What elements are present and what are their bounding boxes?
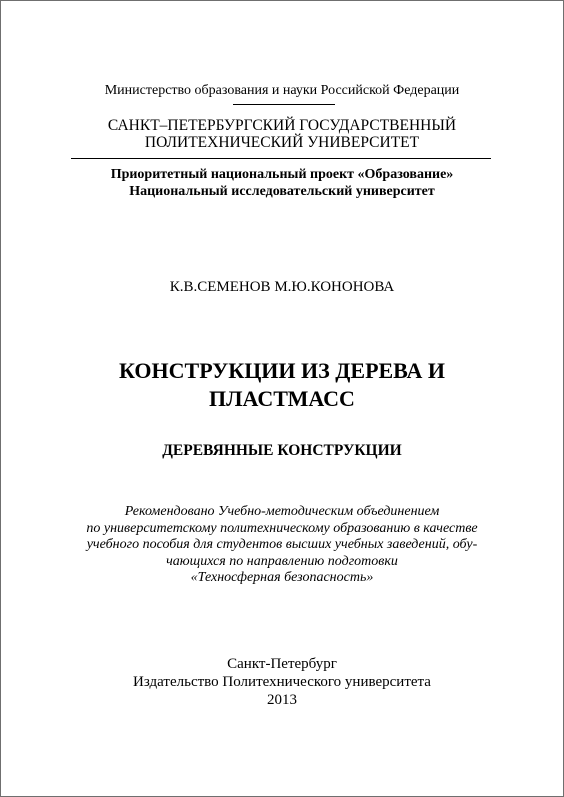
authors: К.В.СЕМЕНОВ М.Ю.КОНОНОВА [169, 279, 395, 295]
university-line-2: ПОЛИТЕХНИЧЕСКИЙ УНИВЕРСИТЕТ [144, 134, 420, 151]
recommendation-line-4: чающихся по направлению подготовки [166, 553, 398, 569]
recommendation-line-1: Рекомендовано Учебно-методическим объединением [124, 504, 440, 519]
title-line-2: ПЛАСТМАСС [209, 386, 355, 411]
publication-year: 2013 [267, 692, 297, 708]
university-name [1, 117, 563, 151]
publisher-name: Издательство Политехнического университета [133, 674, 431, 690]
project-block [1, 166, 563, 200]
recommendation-line-3: учебного пособия для студентов высших учебных заведений, обу- [86, 537, 478, 553]
book-subtitle: ДЕРЕВЯННЫЕ КОНСТРУКЦИИ [162, 442, 402, 459]
recommendation-line-5: «Техносферная безопасность» [190, 570, 374, 586]
publisher-city: Санкт-Петербург [227, 656, 337, 672]
recommendation-block [1, 504, 563, 587]
long-divider [71, 158, 491, 159]
university-line-1: САНКТ–ПЕТЕРБУРГСКИЙ ГОСУДАРСТВЕННЫЙ [107, 117, 457, 134]
recommendation-line-2: по университетскому политехническому образованию в качестве [86, 520, 478, 536]
short-divider [233, 104, 335, 105]
ministry-name: Министерство образования и науки Российской Федерации [104, 83, 460, 98]
title-line-1: КОНСТРУКЦИИ ИЗ ДЕРЕВА И [119, 358, 445, 383]
book-title [1, 357, 563, 413]
publisher-block [1, 655, 563, 709]
project-line-1: Приоритетный национальный проект «Образование» [110, 167, 454, 182]
project-line-2: Национальный исследовательский университет [129, 184, 435, 199]
